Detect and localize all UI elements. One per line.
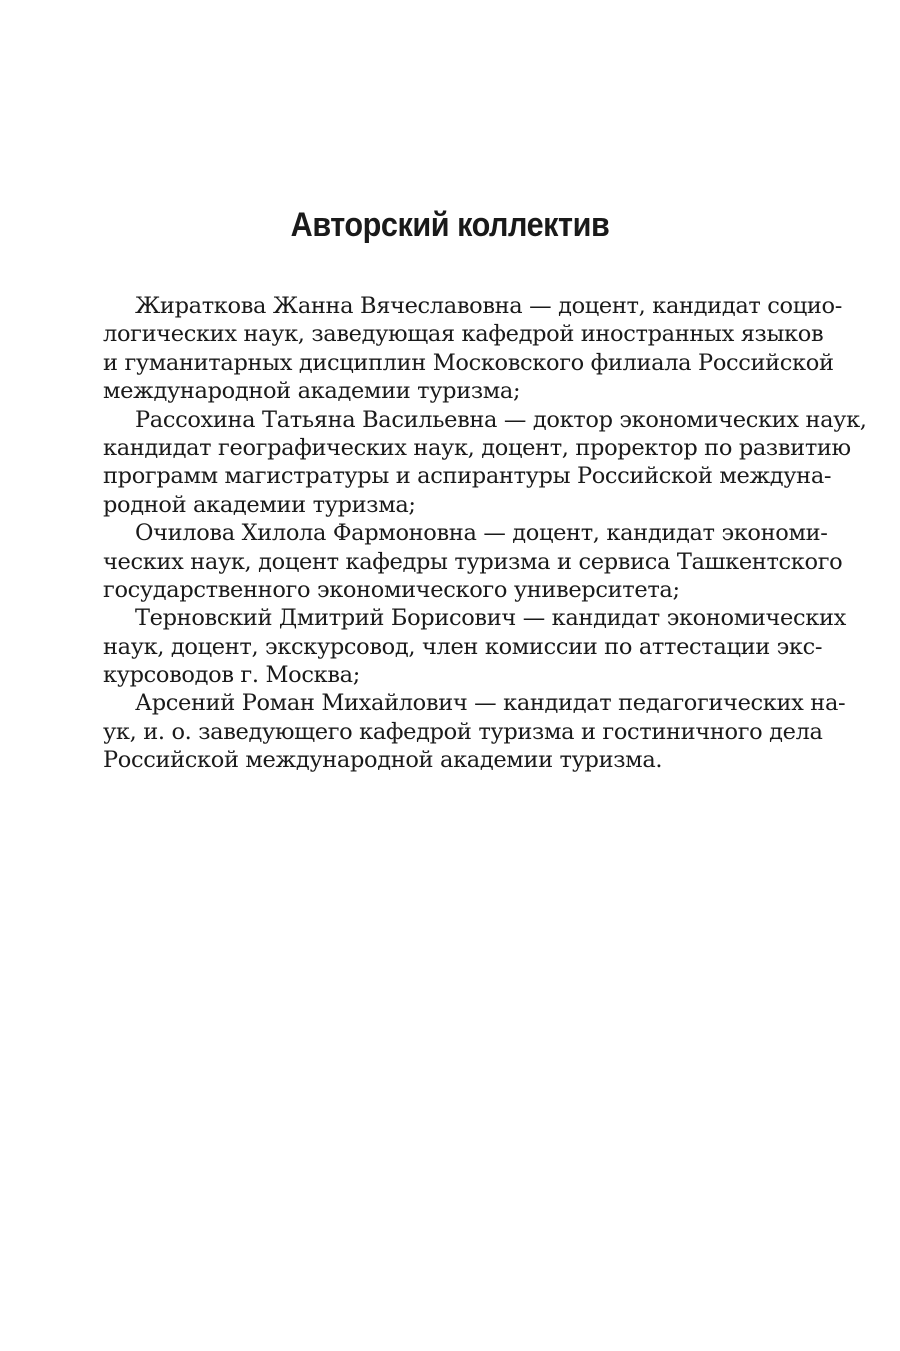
text-line: Жираткова Жанна Вячеславовна — доцент, кандидат социо-	[135, 293, 842, 319]
text-line: ческих наук, доцент кафедры туризма и сервиса Ташкентского	[103, 548, 843, 575]
text-line: и гуманитарных дисциплин Московского филиала Российской	[103, 349, 834, 376]
text-line: программ магистратуры и аспирантуры Российской междуна-	[103, 463, 832, 490]
text-line: Российской международной академии туризма.	[103, 747, 663, 774]
author-paragraph-arseniy	[103, 689, 846, 774]
page-title: Авторский коллектив	[290, 206, 610, 244]
authors-list	[103, 292, 867, 775]
text-line: курсоводов г. Москва;	[103, 662, 360, 689]
author-paragraph-ochilova	[103, 519, 843, 604]
text-line: Рассохина Татьяна Васильевна — доктор экономических наук,	[135, 406, 867, 433]
text-line: международной академии туризма;	[103, 378, 521, 405]
text-line: Арсений Роман Михайлович — кандидат педагогических на-	[135, 690, 846, 717]
text-line: наук, доцент, экскурсовод, член комиссии по аттестации экс-	[103, 633, 823, 660]
text-line: логических наук, заведующая кафедрой иностранных языков	[103, 321, 824, 348]
text-line: ук, и. о. заведующего кафедрой туризма и гостиничного дела	[103, 718, 823, 745]
text-line: кандидат географических наук, доцент, проректор по развитию	[103, 434, 851, 461]
author-paragraph-zhiratkova	[103, 292, 842, 406]
text-line: Терновский Дмитрий Борисович — кандидат экономических	[135, 605, 846, 632]
author-paragraph-ternovsky	[103, 604, 846, 689]
text-line: государственного экономического университета;	[103, 576, 680, 603]
author-paragraph-rassokhina	[103, 406, 867, 520]
text-line: родной академии туризма;	[103, 491, 416, 518]
text-line: Очилова Хилола Фармоновна — доцент, кандидат экономи-	[135, 520, 828, 547]
